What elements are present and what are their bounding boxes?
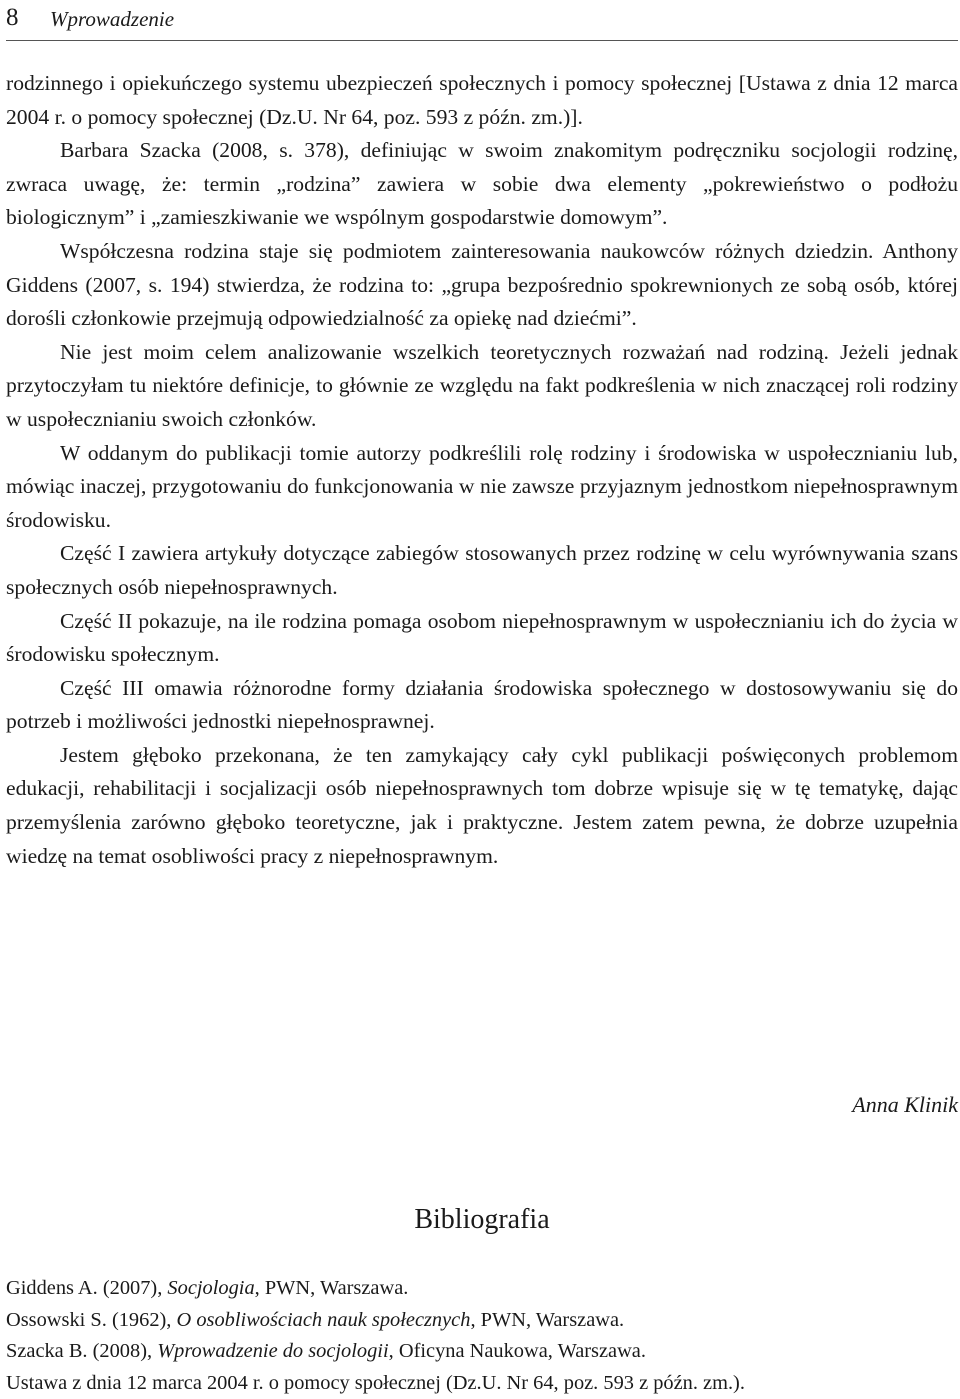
entry-title: Wprowadzenie do socjologii (157, 1340, 388, 1362)
paragraph: Część III omawia różnorodne formy działania środowiska społecznego w dostosowywaniu się do potrzeb i możliwości jednostki niepełnosprawnej. (6, 672, 958, 739)
entry-author: Szacka B. (2008), (6, 1340, 157, 1362)
section-title: Wprowadzenie (50, 5, 174, 33)
paragraph: W oddanym do publikacji tomie autorzy podkreślili rolę rodziny i środowiska w uspołecznianiu lub, mówiąc inaczej, przygotowaniu do funkcjonowania w nie zawsze przyjaznym jednostkom niepełnosprawnym środowisku. (6, 437, 958, 538)
page-number: 8 (6, 3, 19, 33)
bibliography-entry (6, 1273, 958, 1305)
entry-author: Giddens A. (2007), (6, 1277, 167, 1299)
entry-title: O osobliwościach nauk społecznych (177, 1309, 471, 1331)
paragraph: rodzinnego i opiekuńczego systemu ubezpieczeń społecznych i pomocy społecznej [Ustawa z dnia 12 marca 2004 r. o pomocy społecznej (Dz.U. Nr 64, poz. 593 z późn. zm.)]. (6, 67, 958, 134)
entry-publisher: , PWN, Warszawa. (255, 1277, 409, 1299)
entry-author: Ossowski S. (1962), (6, 1309, 177, 1331)
paragraph: Barbara Szacka (2008, s. 378), definiując w swoim znakomitym podręczniku socjologii rodzinę, zwraca uwagę, że: termin „rodzina” zawiera w sobie dwa elementy „pokrewieństwo o podłożu biologicznym” i „zamieszkiwanie we wspólnym gospodarstwie domowym”. (6, 134, 958, 235)
bibliography-entry (6, 1305, 958, 1337)
bibliography-entry (6, 1336, 958, 1368)
running-header (6, 0, 958, 41)
body-text (6, 67, 958, 873)
bibliography-heading: Bibliografia (6, 1200, 958, 1240)
entry-author: Ustawa z dnia 12 marca 2004 r. o pomocy społecznej (Dz.U. Nr 64, poz. 593 z późn. zm.). (6, 1372, 745, 1394)
paragraph: Nie jest moim celem analizowanie wszelkich teoretycznych rozważań nad rodziną. Jeżeli jednak przytoczyłam tu niektóre definicje, to głównie ze względu na fakt podkreślenia w nich znaczącej roli rodziny w uspołecznianiu swoich członków. (6, 336, 958, 437)
paragraph: Współczesna rodzina staje się podmiotem zainteresowania naukowców różnych dziedzin. Anthony Giddens (2007, s. 194) stwierdza, że rodzina to: „grupa bezpośrednio spokrewnionych ze sobą osób, której dorośli członkowie przejmują odpowiedzialność za opiekę nad dziećmi”. (6, 235, 958, 336)
entry-publisher: , PWN, Warszawa. (470, 1309, 624, 1331)
paragraph: Jestem głęboko przekonana, że ten zamykający cały cykl publikacji poświęconych problemom edukacji, rehabilitacji i socjalizacji osób niepełnosprawnych tom dobrze wpisuje się w tę tematykę, dając przemyślenia zarówno głęboko teoretyczne, jak i praktyczne. Jestem zatem pewna, że dobrze uzupełnia wiedzę na temat osobliwości pracy z niepełnosprawnym. (6, 739, 958, 873)
entry-title: Socjologia (167, 1277, 254, 1299)
paragraph: Część II pokazuje, na ile rodzina pomaga osobom niepełnosprawnym w uspołecznianiu ich do życia w środowisku społecznym. (6, 605, 958, 672)
author-signature: Anna Klinik (852, 1088, 958, 1122)
entry-publisher: , Oficyna Naukowa, Warszawa. (389, 1340, 646, 1362)
bibliography-list (6, 1273, 958, 1399)
bibliography-entry (6, 1368, 958, 1399)
paragraph: Część I zawiera artykuły dotyczące zabiegów stosowanych przez rodzinę w celu wyrównywania szans społecznych osób niepełnosprawnych. (6, 537, 958, 604)
